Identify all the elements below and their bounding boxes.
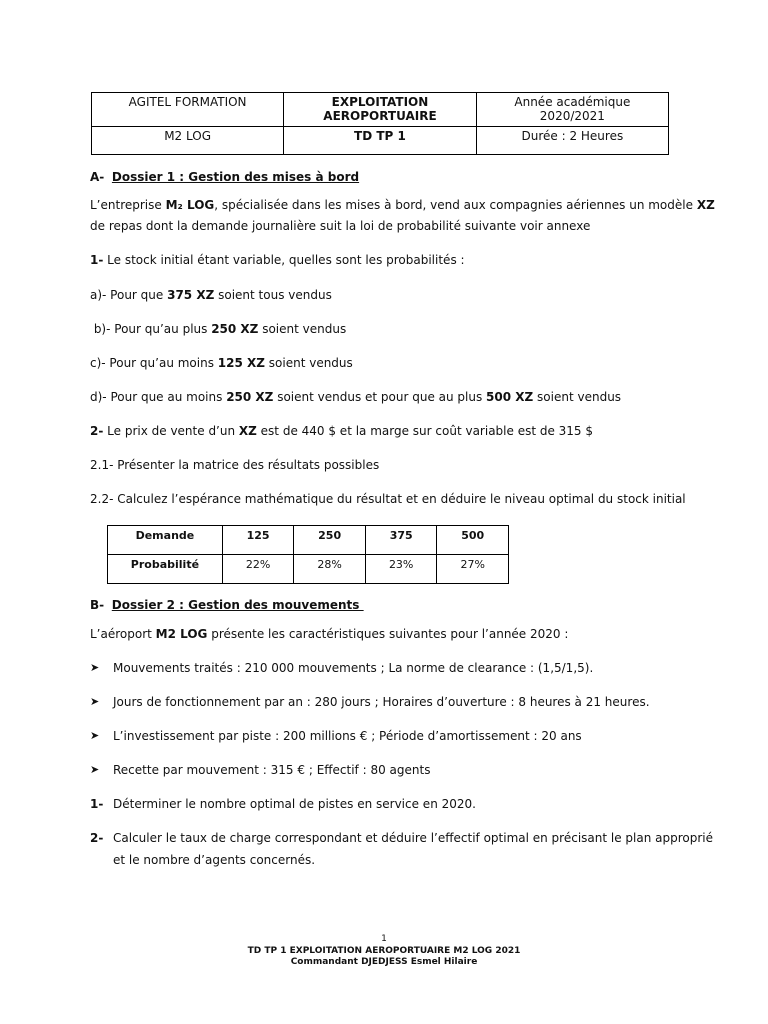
arrow-bullet-icon: ➤ xyxy=(90,695,100,708)
characteristic-item: Recette par mouvement : 315 € ; Effectif : 80 agents xyxy=(113,763,431,777)
question-1a: a)- Pour que 375 XZ soient tous vendus xyxy=(90,288,332,302)
question-1c: c)- Pour qu’au moins 125 XZ soient vendus xyxy=(90,356,353,370)
section-b-question-1: Déterminer le nombre optimal de pistes en service en 2020. xyxy=(113,797,476,811)
institution-cell: AGITEL FORMATION xyxy=(92,93,284,127)
question-2-1: 2.1- Présenter la matrice des résultats possibles xyxy=(90,458,380,472)
academic-year-cell: Année académique 2020/2021 xyxy=(476,93,668,127)
header-table xyxy=(91,92,669,155)
demand-row xyxy=(108,526,509,555)
footer-line-1: TD TP 1 EXPLOITATION AEROPORTUAIRE M2 LOG 2021 xyxy=(247,946,521,956)
probability-label: Probabilité xyxy=(108,555,223,584)
probability-value: 27% xyxy=(437,555,509,584)
section-b-question-2-line1: Calculer le taux de charge correspondant et déduire l’effectif optimal en précisant le plan approprié xyxy=(113,831,714,845)
demand-value: 125 xyxy=(222,526,294,555)
duration-cell: Durée : 2 Heures xyxy=(476,127,668,155)
section-b-heading: B- Dossier 2 : Gestion des mouvements xyxy=(90,598,364,612)
question-2-2: 2.2- Calculez l’espérance mathématique du résultat et en déduire le niveau optimal du stock initial xyxy=(90,492,686,506)
section-b-question-2-number: 2- xyxy=(90,831,104,845)
footer-line-2: Commandant DJEDJESS Esmel Hilaire xyxy=(290,957,478,967)
header-row xyxy=(92,93,669,127)
course-title-cell: EXPLOITATION AEROPORTUAIRE xyxy=(284,93,477,127)
section-b-intro: L’aéroport M2 LOG présente les caractéristiques suivantes pour l’année 2020 : xyxy=(90,627,569,641)
header-row xyxy=(92,127,669,155)
characteristic-item: Mouvements traités : 210 000 mouvements ; La norme de clearance : (1,5/1,5). xyxy=(113,661,594,675)
demand-value: 500 xyxy=(437,526,509,555)
question-1d: d)- Pour que au moins 250 XZ soient vendus et pour que au plus 500 XZ soient vendus xyxy=(90,390,622,404)
td-cell: TD TP 1 xyxy=(284,127,477,155)
probability-table xyxy=(107,525,509,584)
probability-row xyxy=(108,555,509,584)
question-1: 1- Le stock initial étant variable, quelles sont les probabilités : xyxy=(90,253,465,267)
demand-label: Demande xyxy=(108,526,223,555)
section-a-intro-line2: de repas dont la demande journalière suit la loi de probabilité suivante voir annexe xyxy=(90,219,591,233)
characteristic-item: Jours de fonctionnement par an : 280 jours ; Horaires d’ouverture : 8 heures à 21 heures. xyxy=(113,695,650,709)
question-2: 2- Le prix de vente d’un XZ est de 440 $ et la marge sur coût variable est de 315 $ xyxy=(90,424,594,438)
arrow-bullet-icon: ➤ xyxy=(90,763,100,776)
section-a-intro-line1: L’entreprise M₂ LOG, spécialisée dans les mises à bord, vend aux compagnies aériennes un modèle XZ xyxy=(90,198,715,212)
arrow-bullet-icon: ➤ xyxy=(90,729,100,742)
page-number: 1 xyxy=(381,934,387,944)
arrow-bullet-icon: ➤ xyxy=(90,661,100,674)
question-1b: b)- Pour qu’au plus 250 XZ soient vendus xyxy=(90,322,347,336)
program-cell: M2 LOG xyxy=(92,127,284,155)
probability-value: 22% xyxy=(222,555,294,584)
probability-value: 28% xyxy=(294,555,366,584)
probability-value: 23% xyxy=(365,555,437,584)
characteristic-item: L’investissement par piste : 200 millions € ; Période d’amortissement : 20 ans xyxy=(113,729,582,743)
section-a-heading: A- Dossier 1 : Gestion des mises à bord xyxy=(90,170,360,184)
demand-value: 375 xyxy=(365,526,437,555)
section-b-question-1-number: 1- xyxy=(90,797,104,811)
section-b-question-2-line2: et le nombre d’agents concernés. xyxy=(113,853,316,867)
demand-value: 250 xyxy=(294,526,366,555)
